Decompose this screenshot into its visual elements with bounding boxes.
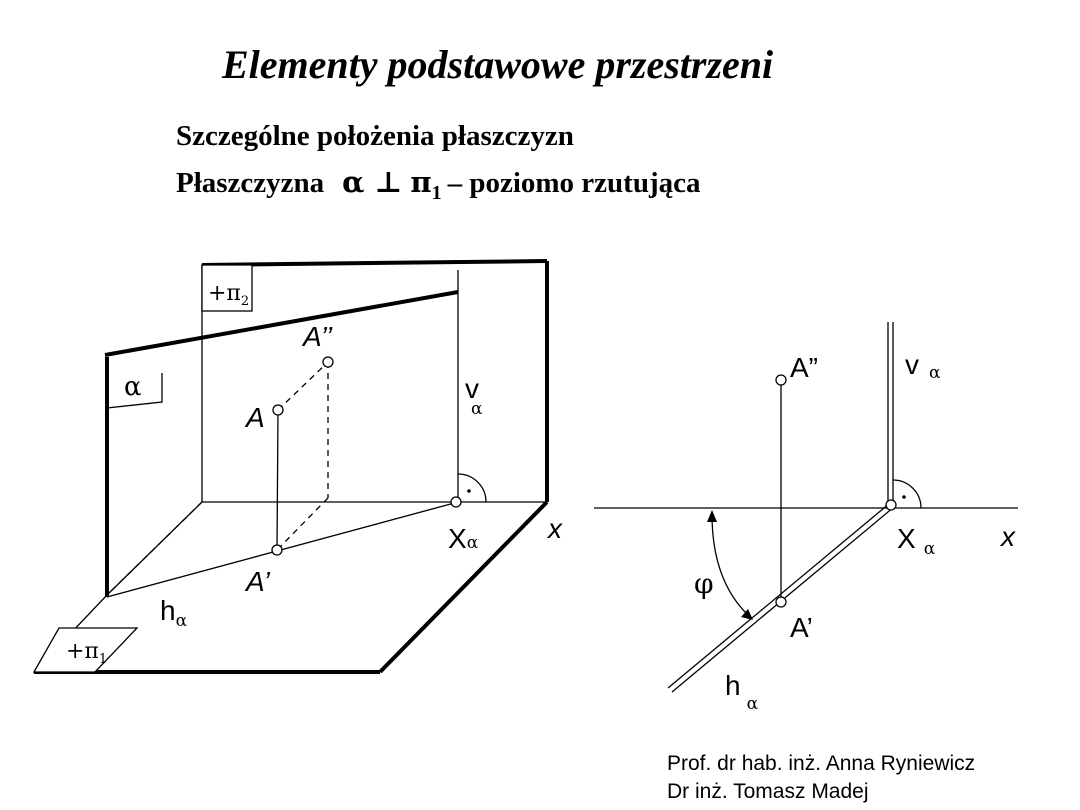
point-A2 bbox=[323, 357, 333, 367]
credit-line-1: Prof. dr hab. inż. Anna Ryniewicz bbox=[667, 752, 976, 775]
label-A2-right: A” bbox=[790, 352, 818, 383]
angle-phi-arrow-top bbox=[707, 510, 717, 522]
plane-pi2-top-edge bbox=[202, 261, 547, 265]
right-angle-mark-right bbox=[893, 480, 921, 508]
point-X-alpha bbox=[451, 497, 461, 507]
plane-alpha-label: α bbox=[124, 372, 142, 402]
slide-title: Elementy podstawowe przestrzeni bbox=[222, 42, 774, 87]
subtitle-line-1: Szczególne położenia płaszczyzn bbox=[176, 120, 574, 152]
credit-line-2: Dr inż. Tomasz Madej bbox=[667, 780, 869, 803]
label-angle-phi: φ bbox=[694, 567, 714, 600]
label-A1: A’ bbox=[246, 566, 270, 597]
label-X-alpha: Xα bbox=[448, 523, 479, 554]
point-X-alpha-right bbox=[886, 500, 896, 510]
projector-A-A1 bbox=[277, 410, 278, 550]
label-h-alpha: $h_\alpha$ bbox=[160, 595, 188, 631]
subtitle-line-2: Płaszczyzna α ⊥ $\pi_1$ – poziomo rzutująca bbox=[176, 165, 701, 204]
label-v-alpha-right: vα bbox=[905, 349, 941, 383]
point-A2-right bbox=[776, 375, 786, 385]
plane-pi2-label: $+\pi_2$ bbox=[208, 281, 250, 309]
angle-phi-arrow-bottom bbox=[741, 609, 753, 620]
left-spatial-diagram bbox=[34, 260, 563, 672]
right-angle-dot bbox=[467, 489, 471, 493]
right-projection-diagram bbox=[594, 322, 1018, 714]
plane-pi2-outline bbox=[202, 260, 547, 502]
label-axis-x-right: x bbox=[1001, 521, 1015, 552]
label-X-alpha-right: X $_\alpha$ bbox=[897, 523, 936, 559]
plane-alpha-top-edge bbox=[105, 292, 458, 355]
label-A1-right: A’ bbox=[790, 612, 813, 643]
point-A bbox=[273, 405, 283, 415]
label-v-alpha: v α bbox=[465, 373, 483, 419]
right-angle-dot-right bbox=[902, 495, 906, 499]
point-A1-right bbox=[776, 597, 786, 607]
angle-phi-arc bbox=[712, 514, 748, 615]
projector-A-A2 bbox=[278, 362, 328, 410]
label-h-alpha-right: $h_\alpha$ bbox=[725, 670, 759, 714]
label-A: A bbox=[246, 402, 265, 433]
label-A2: A’’ bbox=[303, 321, 333, 352]
point-A1 bbox=[272, 545, 282, 555]
right-angle-mark bbox=[458, 474, 486, 502]
label-axis-x: x bbox=[548, 513, 562, 544]
projector-axis-A1 bbox=[277, 498, 328, 550]
plane-pi1-label: $+\pi_1$ bbox=[66, 639, 108, 667]
